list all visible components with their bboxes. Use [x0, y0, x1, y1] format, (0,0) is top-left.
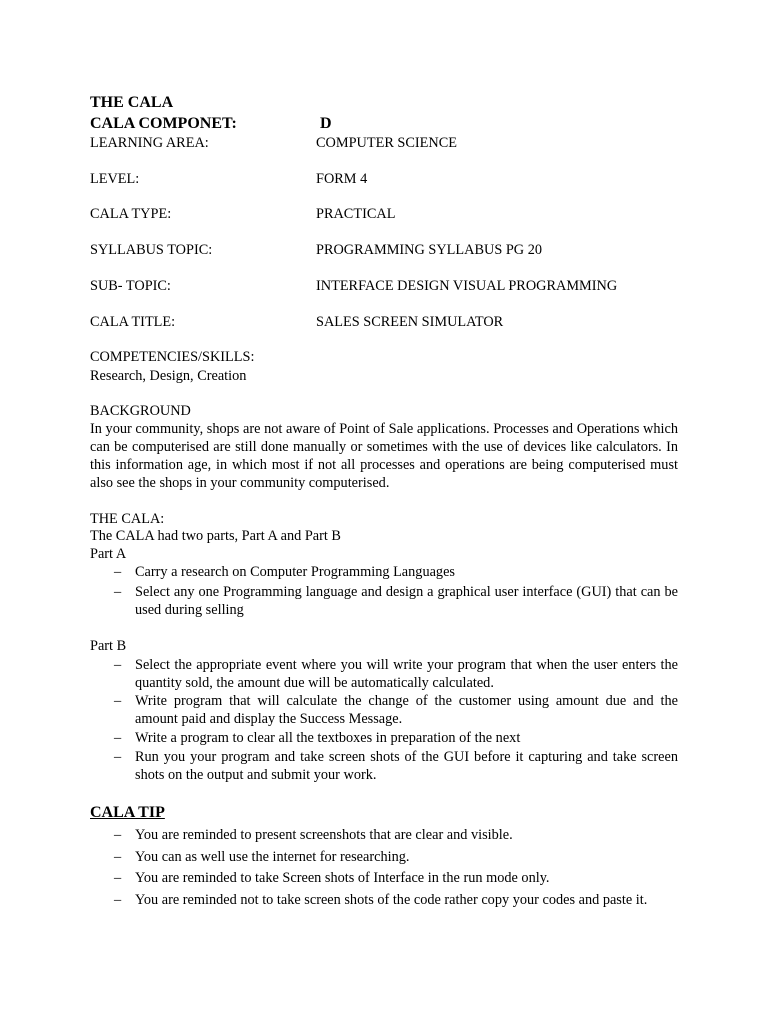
list-item: You are reminded to present screenshots that are clear and visible. [135, 827, 513, 843]
part-b-heading: Part B [90, 638, 127, 654]
bullet-dash: – [114, 870, 122, 886]
cala-intro: The CALA had two parts, Part A and Part B [90, 528, 341, 544]
bullet-dash: – [114, 892, 122, 908]
bullet-dash: – [114, 657, 122, 673]
list-item: You are reminded to take Screen shots of Interface in the run mode only. [135, 870, 550, 886]
bullet-dash: – [114, 693, 122, 709]
cala-heading: THE CALA: [90, 511, 165, 527]
sub-topic-value: INTERFACE DESIGN VISUAL PROGRAMMING [316, 278, 618, 294]
syllabus-topic-value: PROGRAMMING SYLLABUS PG 20 [316, 242, 543, 258]
list-item: Run you your program and take screen shots of the GUI before it capturing and take screen shots on the output and submit your work. [135, 749, 678, 784]
cala-title-label: CALA TITLE: [90, 314, 176, 330]
competencies-value: Research, Design, Creation [90, 368, 247, 384]
cala-title-value: SALES SCREEN SIMULATOR [316, 314, 504, 330]
list-item: Select any one Programming language and design a graphical user interface (GUI) that can be used during selling [135, 584, 678, 619]
component-value: D [320, 115, 332, 132]
list-item: Write program that will calculate the change of the customer using amount due and the amount paid and display the Success Message. [135, 693, 678, 728]
learning-area-value: COMPUTER SCIENCE [316, 135, 458, 151]
learning-area-label: LEARNING AREA: [90, 135, 209, 151]
list-item: You can as well use the internet for researching. [135, 849, 410, 865]
component-label: CALA COMPONET: [90, 115, 237, 132]
background-text: In your community, shops are not aware of Point of Sale applications. Processes and Operations which can be computerised are still done manually or sometimes with the use of devices like calculators. In this information age, in which most if not all processes and operations are being computerised must also see the shops in your community computerised. [90, 421, 678, 491]
bullet-dash: – [114, 584, 122, 600]
bullet-dash: – [114, 749, 122, 765]
bullet-dash: – [114, 730, 122, 746]
list-item: You are reminded not to take screen shots of the code rather copy your codes and paste it. [135, 892, 648, 908]
sub-topic-label: SUB- TOPIC: [90, 278, 171, 294]
competencies-label: COMPETENCIES/SKILLS: [90, 349, 255, 365]
bullet-dash: – [114, 564, 122, 580]
syllabus-topic-label: SYLLABUS TOPIC: [90, 242, 213, 258]
list-item: Write a program to clear all the textboxes in preparation of the next [135, 730, 521, 746]
level-label: LEVEL: [90, 171, 140, 187]
background-heading: BACKGROUND [90, 403, 191, 419]
list-item: Carry a research on Computer Programming Languages [135, 564, 455, 580]
bullet-dash: – [114, 849, 122, 865]
part-a-heading: Part A [90, 546, 127, 562]
cala-tip-heading: CALA TIP [90, 804, 165, 821]
document-title: THE CALA [90, 94, 174, 111]
list-item: Select the appropriate event where you will write your program that when the user enters the quantity sold, the amount due will be automatically calculated. [135, 657, 678, 692]
cala-type-value: PRACTICAL [316, 206, 396, 222]
cala-type-label: CALA TYPE: [90, 206, 172, 222]
bullet-dash: – [114, 827, 122, 843]
level-value: FORM 4 [316, 171, 368, 187]
